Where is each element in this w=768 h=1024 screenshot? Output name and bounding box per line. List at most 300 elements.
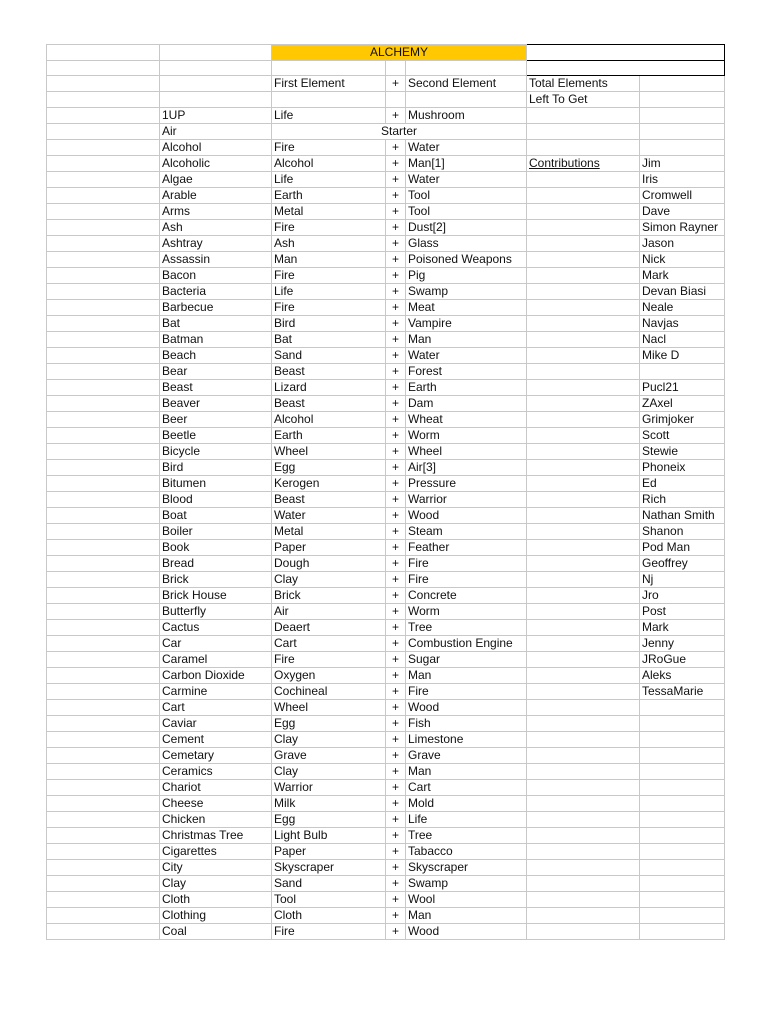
cell[interactable]: [527, 764, 640, 780]
second-element-cell[interactable]: Tool: [406, 188, 527, 204]
result-element-cell[interactable]: Carbon Dioxide: [160, 668, 272, 684]
cell[interactable]: [527, 204, 640, 220]
cell[interactable]: [527, 700, 640, 716]
cell[interactable]: [640, 876, 725, 892]
result-element-cell[interactable]: Beach: [160, 348, 272, 364]
cell[interactable]: [47, 812, 160, 828]
first-element-cell[interactable]: Bird: [272, 316, 386, 332]
second-element-cell[interactable]: Wool: [406, 892, 527, 908]
cell[interactable]: [47, 444, 160, 460]
cell[interactable]: [47, 652, 160, 668]
cell[interactable]: [640, 828, 725, 844]
cell[interactable]: [527, 588, 640, 604]
cell[interactable]: [527, 604, 640, 620]
plus-cell[interactable]: +: [386, 236, 406, 252]
contributor-cell[interactable]: Post: [640, 604, 725, 620]
cell[interactable]: [527, 844, 640, 860]
second-element-cell[interactable]: Pig: [406, 268, 527, 284]
cell[interactable]: [527, 412, 640, 428]
first-element-cell[interactable]: Fire: [272, 924, 386, 940]
cell[interactable]: [47, 140, 160, 156]
second-element-cell[interactable]: Tree: [406, 620, 527, 636]
first-element-cell[interactable]: Cloth: [272, 908, 386, 924]
plus-cell[interactable]: +: [386, 332, 406, 348]
result-element-cell[interactable]: Cactus: [160, 620, 272, 636]
cell[interactable]: [47, 61, 160, 76]
cell[interactable]: [47, 844, 160, 860]
second-element-cell[interactable]: Mold: [406, 796, 527, 812]
first-element-cell[interactable]: Man: [272, 252, 386, 268]
plus-cell[interactable]: +: [386, 444, 406, 460]
plus-cell[interactable]: +: [386, 428, 406, 444]
cell[interactable]: [527, 524, 640, 540]
cell[interactable]: [527, 652, 640, 668]
contributor-cell[interactable]: Geoffrey: [640, 556, 725, 572]
cell[interactable]: [47, 252, 160, 268]
plus-cell[interactable]: +: [386, 876, 406, 892]
result-element-cell[interactable]: Carmine: [160, 684, 272, 700]
cell[interactable]: [527, 332, 640, 348]
first-element-cell[interactable]: Bat: [272, 332, 386, 348]
cell[interactable]: [527, 236, 640, 252]
result-element-cell[interactable]: Car: [160, 636, 272, 652]
cell[interactable]: [527, 780, 640, 796]
result-element-cell[interactable]: Ceramics: [160, 764, 272, 780]
second-element-cell[interactable]: Wheel: [406, 444, 527, 460]
cell[interactable]: [47, 620, 160, 636]
second-element-cell[interactable]: Wood: [406, 924, 527, 940]
cell[interactable]: [527, 348, 640, 364]
contributor-cell[interactable]: Nacl: [640, 332, 725, 348]
cell[interactable]: [47, 492, 160, 508]
first-element-cell[interactable]: Kerogen: [272, 476, 386, 492]
cell[interactable]: [527, 476, 640, 492]
result-element-cell[interactable]: Cement: [160, 732, 272, 748]
result-element-cell[interactable]: Cloth: [160, 892, 272, 908]
first-element-cell[interactable]: Egg: [272, 812, 386, 828]
cell[interactable]: [527, 444, 640, 460]
first-element-cell[interactable]: Deaert: [272, 620, 386, 636]
contributor-cell[interactable]: Aleks: [640, 668, 725, 684]
first-element-cell[interactable]: Dough: [272, 556, 386, 572]
plus-cell[interactable]: +: [386, 844, 406, 860]
result-element-cell[interactable]: Bread: [160, 556, 272, 572]
cell[interactable]: [47, 76, 160, 92]
cell[interactable]: [47, 636, 160, 652]
result-element-cell[interactable]: Barbecue: [160, 300, 272, 316]
second-element-cell[interactable]: Water: [406, 172, 527, 188]
result-element-cell[interactable]: Chicken: [160, 812, 272, 828]
result-element-cell[interactable]: Blood: [160, 492, 272, 508]
second-element-cell[interactable]: Fire: [406, 572, 527, 588]
cell[interactable]: [47, 764, 160, 780]
first-element-cell[interactable]: Brick: [272, 588, 386, 604]
cell[interactable]: [527, 860, 640, 876]
plus-cell[interactable]: +: [386, 524, 406, 540]
contributor-cell[interactable]: Mark: [640, 268, 725, 284]
plus-cell[interactable]: +: [386, 812, 406, 828]
second-element-cell[interactable]: Man[1]: [406, 156, 527, 172]
first-element-cell[interactable]: Clay: [272, 732, 386, 748]
cell[interactable]: [160, 61, 272, 76]
first-element-cell[interactable]: Alcohol: [272, 156, 386, 172]
cell[interactable]: [640, 732, 725, 748]
second-element-cell[interactable]: Man: [406, 908, 527, 924]
first-element-cell[interactable]: Life: [272, 284, 386, 300]
result-element-cell[interactable]: Coal: [160, 924, 272, 940]
result-element-cell[interactable]: Air: [160, 124, 272, 140]
plus-cell[interactable]: +: [386, 508, 406, 524]
result-element-cell[interactable]: Clothing: [160, 908, 272, 924]
cell[interactable]: [47, 924, 160, 940]
first-element-cell[interactable]: Beast: [272, 396, 386, 412]
plus-cell[interactable]: +: [386, 156, 406, 172]
contributor-cell[interactable]: JRoGue: [640, 652, 725, 668]
cell[interactable]: [527, 428, 640, 444]
cell[interactable]: [527, 492, 640, 508]
result-element-cell[interactable]: Bear: [160, 364, 272, 380]
second-element-cell[interactable]: Steam: [406, 524, 527, 540]
cell[interactable]: [527, 556, 640, 572]
cell[interactable]: [640, 76, 725, 92]
cell[interactable]: [527, 300, 640, 316]
cell[interactable]: [640, 700, 725, 716]
first-element-cell[interactable]: Tool: [272, 892, 386, 908]
contributor-cell[interactable]: Stewie: [640, 444, 725, 460]
cell[interactable]: [527, 828, 640, 844]
cell[interactable]: [160, 45, 272, 61]
contributor-cell[interactable]: Scott: [640, 428, 725, 444]
cell[interactable]: [527, 540, 640, 556]
contributor-cell[interactable]: Nathan Smith: [640, 508, 725, 524]
second-element-cell[interactable]: Worm: [406, 428, 527, 444]
first-element-cell[interactable]: Fire: [272, 220, 386, 236]
cell[interactable]: [527, 460, 640, 476]
cell[interactable]: [640, 108, 725, 124]
left-to-get-value-box[interactable]: [527, 61, 725, 76]
first-element-cell[interactable]: Alcohol: [272, 412, 386, 428]
result-element-cell[interactable]: Bat: [160, 316, 272, 332]
plus-cell[interactable]: +: [386, 604, 406, 620]
cell[interactable]: [640, 716, 725, 732]
plus-cell[interactable]: +: [386, 284, 406, 300]
cell[interactable]: [47, 124, 160, 140]
plus-cell[interactable]: +: [386, 860, 406, 876]
cell[interactable]: [47, 828, 160, 844]
result-element-cell[interactable]: Batman: [160, 332, 272, 348]
cell[interactable]: [640, 780, 725, 796]
plus-cell[interactable]: +: [386, 396, 406, 412]
plus-cell[interactable]: +: [386, 492, 406, 508]
second-element-cell[interactable]: Skyscraper: [406, 860, 527, 876]
second-element-cell[interactable]: Worm: [406, 604, 527, 620]
contributor-cell[interactable]: Iris: [640, 172, 725, 188]
plus-cell[interactable]: +: [386, 700, 406, 716]
result-element-cell[interactable]: Cemetary: [160, 748, 272, 764]
plus-cell[interactable]: +: [386, 732, 406, 748]
cell[interactable]: [47, 156, 160, 172]
cell[interactable]: [527, 636, 640, 652]
second-element-cell[interactable]: Dust[2]: [406, 220, 527, 236]
cell[interactable]: [527, 716, 640, 732]
second-element-cell[interactable]: Man: [406, 764, 527, 780]
cell[interactable]: [527, 268, 640, 284]
first-element-cell[interactable]: Paper: [272, 540, 386, 556]
result-element-cell[interactable]: Assassin: [160, 252, 272, 268]
first-element-cell[interactable]: Egg: [272, 460, 386, 476]
cell[interactable]: [47, 588, 160, 604]
second-element-cell[interactable]: Forest: [406, 364, 527, 380]
cell[interactable]: [527, 284, 640, 300]
cell[interactable]: [640, 796, 725, 812]
cell[interactable]: [47, 908, 160, 924]
cell[interactable]: [47, 284, 160, 300]
contributor-cell[interactable]: Jim: [640, 156, 725, 172]
cell[interactable]: [640, 748, 725, 764]
contributor-cell[interactable]: TessaMarie: [640, 684, 725, 700]
result-element-cell[interactable]: Arms: [160, 204, 272, 220]
cell[interactable]: [47, 540, 160, 556]
second-element-cell[interactable]: Fish: [406, 716, 527, 732]
cell[interactable]: [47, 860, 160, 876]
plus-cell[interactable]: +: [386, 588, 406, 604]
contributor-cell[interactable]: Dave: [640, 204, 725, 220]
second-element-cell[interactable]: Mushroom: [406, 108, 527, 124]
cell[interactable]: [527, 908, 640, 924]
contributor-cell[interactable]: Devan Biasi: [640, 284, 725, 300]
plus-cell[interactable]: +: [386, 668, 406, 684]
second-element-header[interactable]: Second Element: [406, 76, 527, 92]
plus-cell[interactable]: +: [386, 716, 406, 732]
contributor-cell[interactable]: Pod Man: [640, 540, 725, 556]
cell[interactable]: [160, 76, 272, 92]
cell[interactable]: [527, 668, 640, 684]
cell[interactable]: [640, 908, 725, 924]
cell[interactable]: [47, 684, 160, 700]
first-element-cell[interactable]: Oxygen: [272, 668, 386, 684]
cell[interactable]: [527, 252, 640, 268]
plus-cell[interactable]: +: [386, 220, 406, 236]
result-element-cell[interactable]: Bird: [160, 460, 272, 476]
contributor-cell[interactable]: Mike D: [640, 348, 725, 364]
plus-cell[interactable]: +: [386, 892, 406, 908]
cell[interactable]: [640, 764, 725, 780]
cell[interactable]: [47, 892, 160, 908]
plus-cell[interactable]: +: [386, 108, 406, 124]
first-element-cell[interactable]: Wheel: [272, 700, 386, 716]
contributor-cell[interactable]: Mark: [640, 620, 725, 636]
second-element-cell[interactable]: Feather: [406, 540, 527, 556]
second-element-cell[interactable]: Fire: [406, 556, 527, 572]
cell[interactable]: [527, 396, 640, 412]
first-element-cell[interactable]: Cart: [272, 636, 386, 652]
first-element-cell[interactable]: Clay: [272, 764, 386, 780]
cell[interactable]: [527, 508, 640, 524]
cell[interactable]: [47, 188, 160, 204]
second-element-cell[interactable]: Sugar: [406, 652, 527, 668]
first-element-cell[interactable]: Life: [272, 108, 386, 124]
contributor-cell[interactable]: [640, 364, 725, 380]
plus-cell[interactable]: +: [386, 684, 406, 700]
result-element-cell[interactable]: Arable: [160, 188, 272, 204]
cell[interactable]: [47, 332, 160, 348]
plus-cell[interactable]: +: [386, 620, 406, 636]
second-element-cell[interactable]: Life: [406, 812, 527, 828]
second-element-cell[interactable]: Tree: [406, 828, 527, 844]
cell[interactable]: [527, 924, 640, 940]
plus-cell[interactable]: +: [386, 268, 406, 284]
first-element-cell[interactable]: Egg: [272, 716, 386, 732]
cell[interactable]: [640, 860, 725, 876]
first-element-cell[interactable]: Milk: [272, 796, 386, 812]
second-element-cell[interactable]: Fire: [406, 684, 527, 700]
cell[interactable]: [47, 300, 160, 316]
cell[interactable]: [47, 460, 160, 476]
result-element-cell[interactable]: Ash: [160, 220, 272, 236]
cell[interactable]: [47, 348, 160, 364]
contributor-cell[interactable]: Nick: [640, 252, 725, 268]
cell[interactable]: [527, 572, 640, 588]
plus-cell[interactable]: +: [386, 796, 406, 812]
second-element-cell[interactable]: Glass: [406, 236, 527, 252]
result-element-cell[interactable]: Beast: [160, 380, 272, 396]
contributor-cell[interactable]: ZAxel: [640, 396, 725, 412]
contributor-cell[interactable]: Cromwell: [640, 188, 725, 204]
plus-cell[interactable]: +: [386, 460, 406, 476]
cell[interactable]: [47, 412, 160, 428]
cell[interactable]: [47, 172, 160, 188]
plus-cell[interactable]: +: [386, 172, 406, 188]
cell[interactable]: [527, 380, 640, 396]
second-element-cell[interactable]: Man: [406, 332, 527, 348]
second-element-cell[interactable]: Warrior: [406, 492, 527, 508]
cell[interactable]: [47, 92, 160, 108]
second-element-cell[interactable]: Tabacco: [406, 844, 527, 860]
result-element-cell[interactable]: Alcoholic: [160, 156, 272, 172]
result-element-cell[interactable]: Beaver: [160, 396, 272, 412]
first-element-cell[interactable]: Grave: [272, 748, 386, 764]
cell[interactable]: [406, 61, 527, 76]
first-element-cell[interactable]: Lizard: [272, 380, 386, 396]
cell[interactable]: [272, 61, 386, 76]
plus-cell[interactable]: +: [386, 364, 406, 380]
plus-cell[interactable]: +: [386, 412, 406, 428]
sheet-title[interactable]: ALCHEMY: [272, 45, 527, 61]
plus-cell[interactable]: +: [386, 780, 406, 796]
total-elements-value-box[interactable]: [527, 45, 725, 61]
result-element-cell[interactable]: Bacon: [160, 268, 272, 284]
first-element-cell[interactable]: Skyscraper: [272, 860, 386, 876]
result-element-cell[interactable]: Brick: [160, 572, 272, 588]
first-element-cell[interactable]: Fire: [272, 140, 386, 156]
result-element-cell[interactable]: Chariot: [160, 780, 272, 796]
cell[interactable]: [640, 892, 725, 908]
cell[interactable]: [47, 748, 160, 764]
result-element-cell[interactable]: Bicycle: [160, 444, 272, 460]
second-element-cell[interactable]: Grave: [406, 748, 527, 764]
second-element-cell[interactable]: Meat: [406, 300, 527, 316]
first-element-cell[interactable]: Life: [272, 172, 386, 188]
cell[interactable]: [47, 396, 160, 412]
second-element-cell[interactable]: Concrete: [406, 588, 527, 604]
plus-cell[interactable]: +: [386, 556, 406, 572]
cell[interactable]: [527, 140, 640, 156]
cell[interactable]: [47, 700, 160, 716]
contributor-cell[interactable]: Jro: [640, 588, 725, 604]
first-element-cell[interactable]: Paper: [272, 844, 386, 860]
cell[interactable]: [640, 92, 725, 108]
cell[interactable]: [527, 620, 640, 636]
contributor-cell[interactable]: Phoneix: [640, 460, 725, 476]
cell[interactable]: [527, 172, 640, 188]
cell[interactable]: [527, 796, 640, 812]
first-element-cell[interactable]: Clay: [272, 572, 386, 588]
contributor-cell[interactable]: Simon Rayner: [640, 220, 725, 236]
plus-cell[interactable]: +: [386, 476, 406, 492]
first-element-cell[interactable]: Earth: [272, 188, 386, 204]
second-element-cell[interactable]: Swamp: [406, 876, 527, 892]
cell[interactable]: [527, 748, 640, 764]
cell[interactable]: [160, 92, 272, 108]
cell[interactable]: [47, 108, 160, 124]
plus-cell[interactable]: +: [386, 908, 406, 924]
contributor-cell[interactable]: Rich: [640, 492, 725, 508]
second-element-cell[interactable]: Cart: [406, 780, 527, 796]
result-element-cell[interactable]: Beer: [160, 412, 272, 428]
plus-cell[interactable]: +: [386, 540, 406, 556]
result-element-cell[interactable]: Cigarettes: [160, 844, 272, 860]
plus-cell[interactable]: +: [386, 748, 406, 764]
contributor-cell[interactable]: Jenny: [640, 636, 725, 652]
cell[interactable]: [47, 716, 160, 732]
second-element-cell[interactable]: Air[3]: [406, 460, 527, 476]
cell[interactable]: [640, 844, 725, 860]
first-element-cell[interactable]: Wheel: [272, 444, 386, 460]
cell[interactable]: [47, 476, 160, 492]
cell[interactable]: [47, 604, 160, 620]
second-element-cell[interactable]: Swamp: [406, 284, 527, 300]
cell[interactable]: [47, 204, 160, 220]
first-element-cell[interactable]: Fire: [272, 300, 386, 316]
plus-cell[interactable]: +: [386, 924, 406, 940]
contributor-cell[interactable]: Jason: [640, 236, 725, 252]
plus-cell[interactable]: +: [386, 188, 406, 204]
first-element-cell[interactable]: Light Bulb: [272, 828, 386, 844]
second-element-cell[interactable]: Combustion Engine: [406, 636, 527, 652]
second-element-cell[interactable]: Wood: [406, 700, 527, 716]
cell[interactable]: [47, 268, 160, 284]
result-element-cell[interactable]: Beetle: [160, 428, 272, 444]
cell[interactable]: [640, 812, 725, 828]
first-element-cell[interactable]: Sand: [272, 876, 386, 892]
cell[interactable]: [47, 572, 160, 588]
cell[interactable]: [527, 876, 640, 892]
first-element-cell[interactable]: Sand: [272, 348, 386, 364]
plus-cell[interactable]: +: [386, 636, 406, 652]
plus-cell[interactable]: +: [386, 316, 406, 332]
first-element-cell[interactable]: Cochineal: [272, 684, 386, 700]
cell[interactable]: [47, 364, 160, 380]
result-element-cell[interactable]: City: [160, 860, 272, 876]
first-element-cell[interactable]: Beast: [272, 492, 386, 508]
result-element-cell[interactable]: Bitumen: [160, 476, 272, 492]
cell[interactable]: [527, 892, 640, 908]
cell[interactable]: [47, 876, 160, 892]
result-element-cell[interactable]: Clay: [160, 876, 272, 892]
plus-cell[interactable]: +: [386, 380, 406, 396]
result-element-cell[interactable]: Brick House: [160, 588, 272, 604]
plus-cell[interactable]: +: [386, 140, 406, 156]
